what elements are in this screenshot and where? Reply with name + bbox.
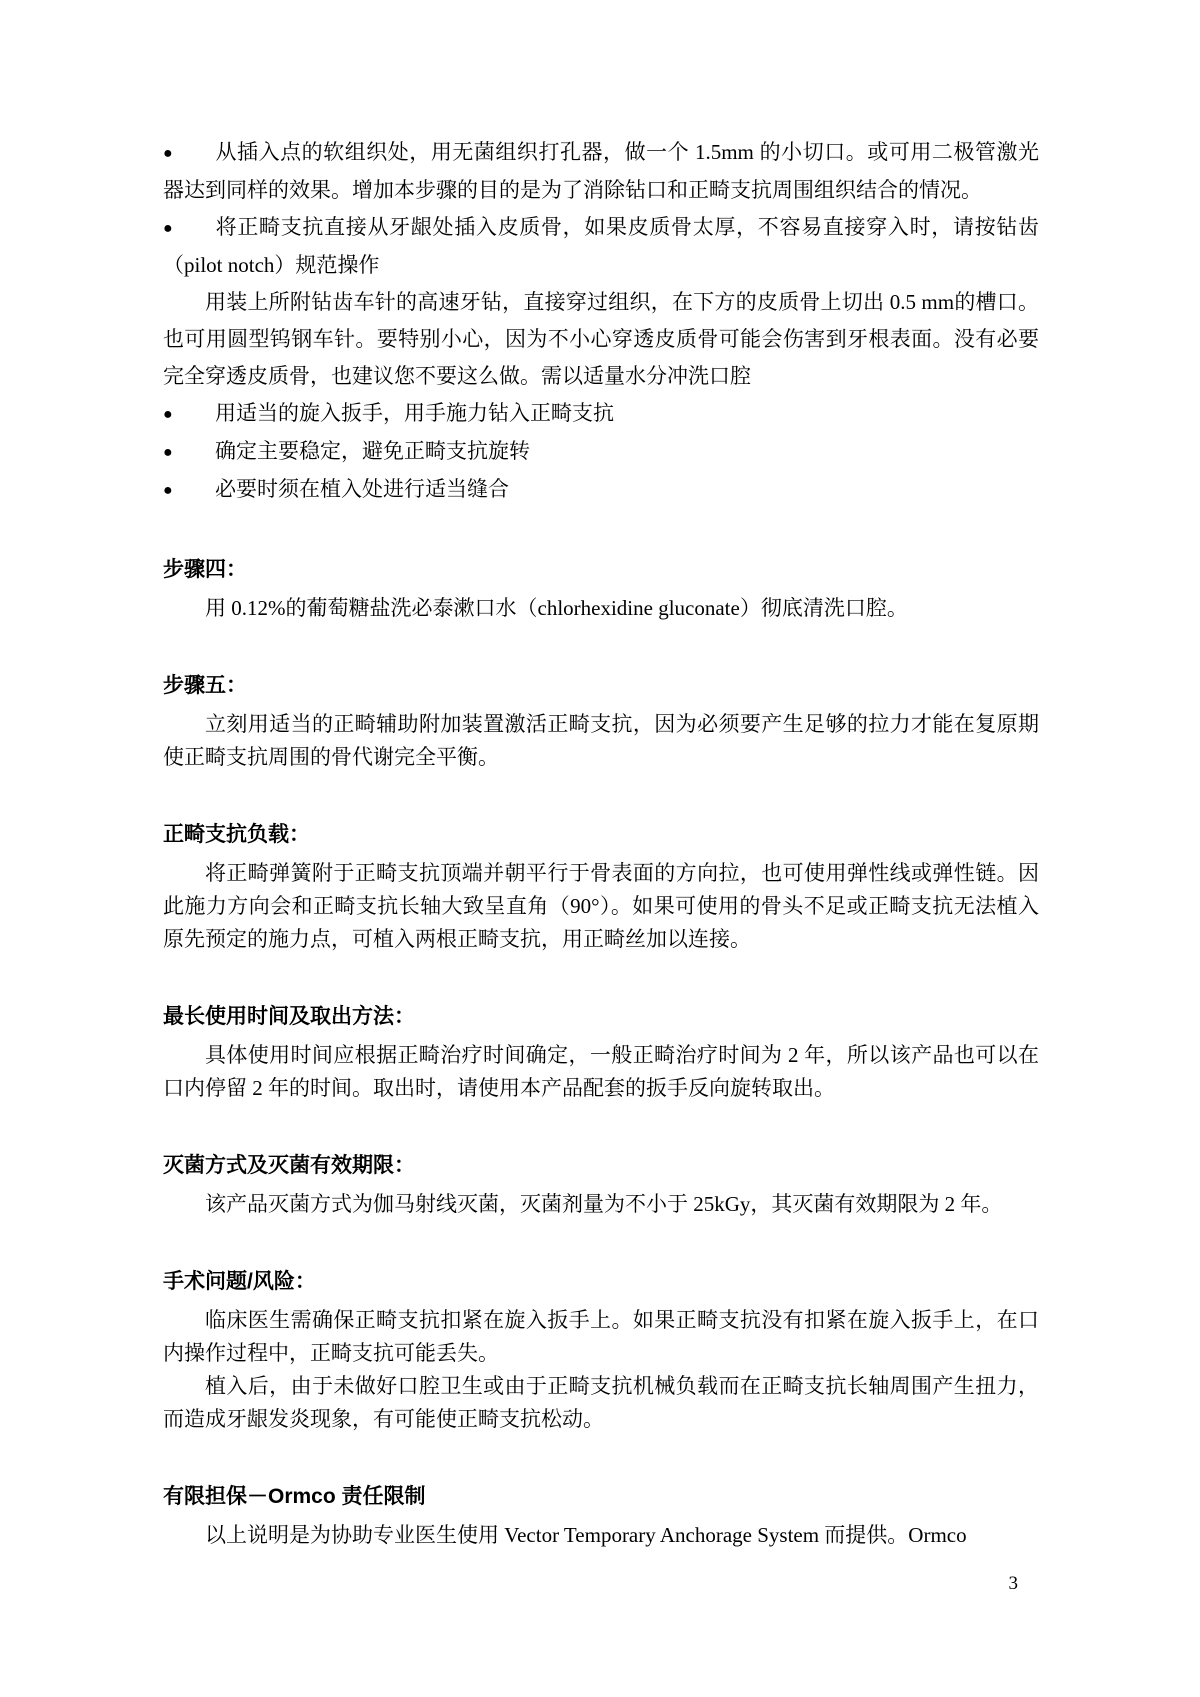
section-step-five [163, 667, 1039, 774]
section-paragraph: 用 0.12%的葡萄糖盐洗必泰漱口水（chlorhexidine gluconate）彻底清洗口腔。 [205, 596, 908, 620]
bullet-item [163, 209, 1039, 284]
bullet-icon: ● [163, 145, 173, 162]
bullet-item [163, 395, 1039, 433]
section-paragraph: 该产品灭菌方式为伽马射线灭菌，灭菌剂量为不小于 25kGy，其灭菌有效期限为 2 年。 [205, 1192, 1003, 1216]
bullet-item [163, 433, 1039, 471]
section-paragraph: 具体使用时间应根据正畸治疗时间确定，一般正畸治疗时间为 2 年，所以该产品也可以在口内停留 2 年的时间。取出时，请使用本产品配套的扳手反向旋转取出。 [163, 1043, 1039, 1100]
bullet-icon: ● [163, 482, 173, 499]
section-step-four [163, 551, 1039, 625]
section-paragraph: 植入后，由于未做好口腔卫生或由于正畸支抗机械负载而在正畸支抗长轴周围产生扭力，而造成牙龈发炎现象，有可能使正畸支抗松动。 [163, 1374, 1039, 1431]
section-paragraph: 将正畸弹簧附于正畸支抗顶端并朝平行于骨表面的方向拉，也可使用弹性线或弹性链。因此施力方向会和正畸支抗长轴大致呈直角（90°）。如果可使用的骨头不足或正畸支抗无法植入原先预定的施力点，可植入两根正畸支抗，用正畸丝加以连接。 [163, 861, 1039, 951]
section-heading: 正畸支抗负载： [163, 823, 310, 846]
bullet-text: 必要时须在植入处进行适当缝合 [215, 477, 509, 501]
section-heading: 手术问题/风险： [163, 1270, 316, 1293]
section-paragraph: 临床医生需确保正畸支抗扣紧在旋入扳手上。如果正畸支抗没有扣紧在旋入扳手上，在口内操作过程中，正畸支抗可能丢失。 [163, 1308, 1039, 1365]
bullet-icon: ● [163, 406, 173, 423]
section-surgical-risks [163, 1263, 1039, 1436]
bullet-text: 确定主要稳定，避免正畸支抗旋转 [215, 439, 530, 463]
section-heading: 有限担保－Ormco 责任限制 [163, 1485, 426, 1508]
section-paragraph: 以上说明是为协助专业医生使用 Vector Temporary Anchorage System 而提供。Ormco [205, 1523, 967, 1547]
section-limited-warranty [163, 1478, 1039, 1552]
bullet-text: 用适当的旋入扳手，用手施力钻入正畸支抗 [215, 401, 614, 425]
bullet-icon: ● [163, 444, 173, 461]
section-sterilization [163, 1147, 1039, 1221]
section-heading: 灭菌方式及灭菌有效期限： [163, 1154, 415, 1177]
bullet-item [163, 471, 1039, 509]
section-max-duration-removal [163, 998, 1039, 1105]
bullet-text: 将正畸支抗直接从牙龈处插入皮质骨，如果皮质骨太厚，不容易直接穿入时，请按钻齿（pilot notch）规范操作 [163, 215, 1039, 277]
section-paragraph: 立刻用适当的正畸辅助附加装置激活正畸支抗，因为必须要产生足够的拉力才能在复原期使正畸支抗周围的骨代谢完全平衡。 [163, 712, 1039, 769]
section-heading: 步骤四： [163, 558, 247, 581]
section-anchor-loading [163, 816, 1039, 956]
page-number: 3 [1008, 1573, 1018, 1594]
section-heading: 最长使用时间及取出方法： [163, 1005, 415, 1028]
procedure-bullet-list [163, 134, 1039, 509]
bullet-item [163, 134, 1039, 209]
bullet-text: 从插入点的软组织处，用无菌组织打孔器，做一个 1.5mm 的小切口。或可用二极管激光器达到同样的效果。增加本步骤的目的是为了消除钻口和正畸支抗周围组织结合的情况。 [163, 140, 1039, 202]
section-heading: 步骤五： [163, 674, 247, 697]
bullet-icon: ● [163, 220, 173, 237]
bullet-sub-paragraph: 用装上所附钻齿车针的高速牙钻，直接穿过组织，在下方的皮质骨上切出 0.5 mm的槽口。也可用圆型钨钢车针。要特别小心，因为不小心穿透皮质骨可能会伤害到牙根表面。没有必要完全穿透皮质骨，也建议您不要这么做。需以适量水分冲洗口腔 [163, 290, 1039, 388]
